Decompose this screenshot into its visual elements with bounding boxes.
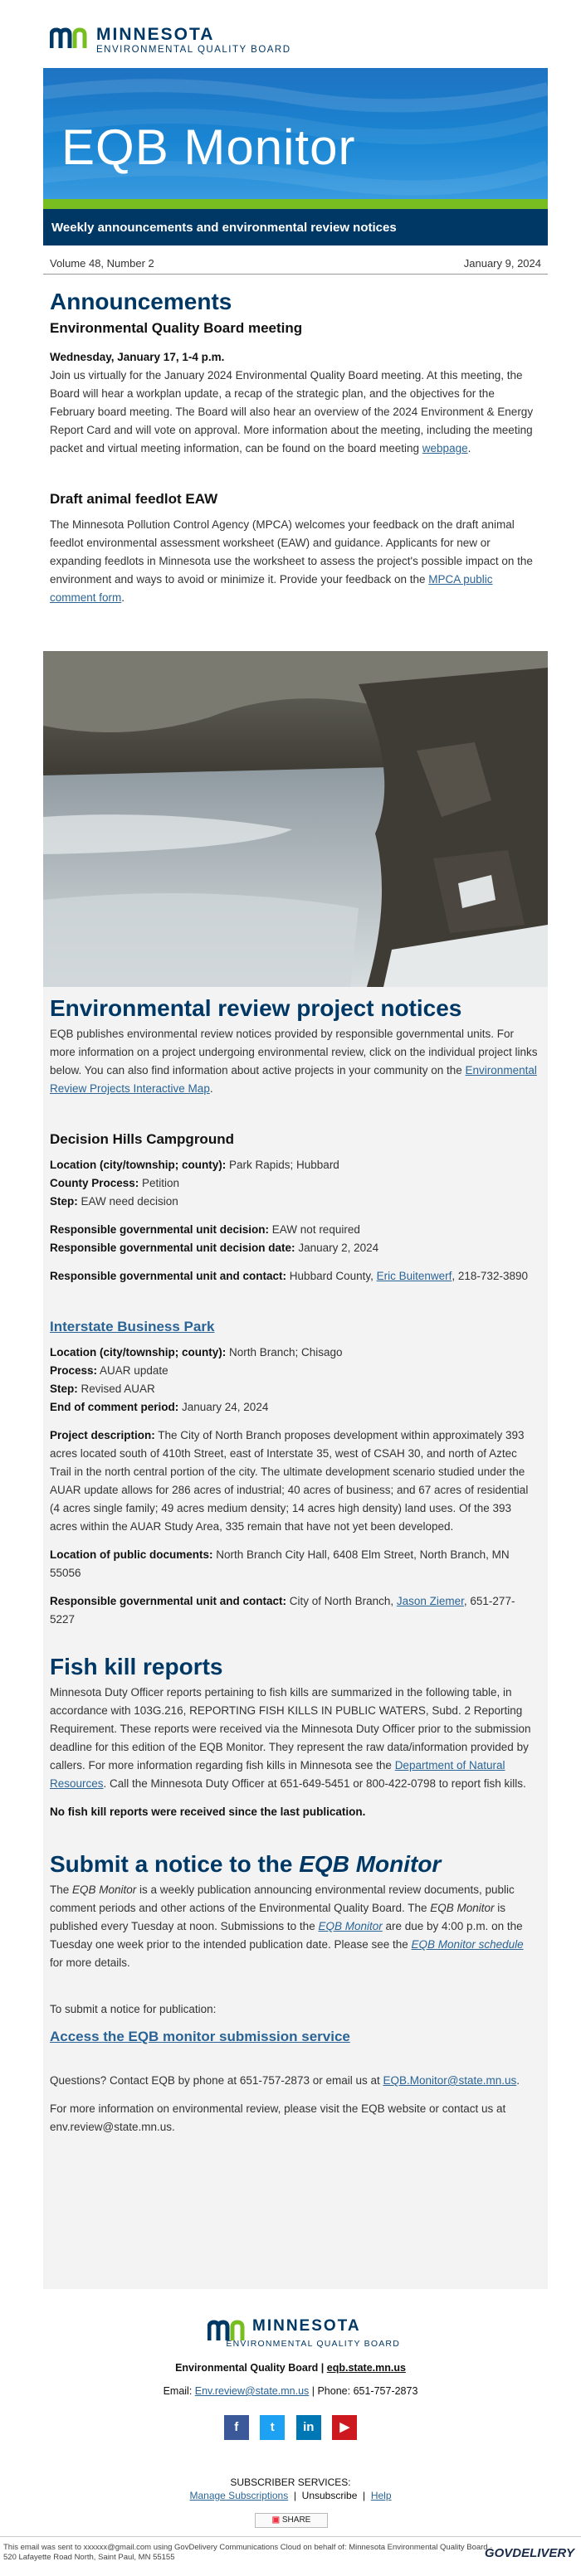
project-decision-date: Responsible governmental unit decision date: January 2, 2024 xyxy=(50,1242,379,1254)
project-title-decision-hills: Decision Hills Campground xyxy=(50,1131,234,1147)
project-step: Step: Revised AUAR xyxy=(50,1383,155,1395)
dnr-link[interactable]: Department of Natural Resources xyxy=(50,1759,505,1790)
footer-divider xyxy=(0,2536,581,2537)
announcements-section xyxy=(50,289,540,607)
fish-kill-heading: Fish kill reports xyxy=(50,1654,223,1679)
more-info-text: For more information on environmental review, please visit the EQB website or contact us at env.review@state.mn.us. xyxy=(50,2102,506,2133)
env-review-section xyxy=(50,995,540,2136)
mpca-comment-form-link[interactable]: MPCA public comment form xyxy=(50,573,493,604)
footer-logo-line1: MINNESOTA xyxy=(252,2317,361,2335)
footer-logo[interactable] xyxy=(208,2314,400,2354)
facebook-icon[interactable]: f xyxy=(224,2415,249,2440)
tagline: Weekly announcements and environmental review notices xyxy=(51,221,397,235)
eqb-logo[interactable] xyxy=(50,22,382,61)
eqb-monitor-email-link[interactable]: EQB.Monitor@state.mn.us xyxy=(383,2074,517,2087)
divider xyxy=(43,274,548,275)
project-process: County Process: Petition xyxy=(50,1177,180,1189)
share-icon: ▣ xyxy=(271,2515,281,2525)
subscriber-services-label: SUBSCRIBER SERVICES: xyxy=(230,2476,351,2488)
logo-line2: ENVIRONMENTAL QUALITY BOARD xyxy=(96,45,291,55)
interactive-map-link[interactable]: Environmental Review Projects Interactive Map xyxy=(50,1064,537,1095)
footer-disclaimer: This email was sent to xxxxxx@gmail.com using GovDelivery Communications Cloud on behalf of: Minnesota Environmental Quality Board · 520 Lafayette Road North, Saint Paul, MN 55155 xyxy=(3,2543,493,2562)
announcements-heading: Announcements xyxy=(50,289,232,314)
govdelivery-logo[interactable]: GOVDELIVERY xyxy=(484,2546,574,2560)
mn-logo-icon xyxy=(50,25,88,53)
contact-link-jason-ziemer[interactable]: Jason Ziemer xyxy=(396,1595,464,1607)
project-location: Location (city/township; county): Park Rapids; Hubbard xyxy=(50,1159,339,1171)
tagline-bar xyxy=(43,209,548,245)
monitor-schedule-link[interactable]: EQB Monitor schedule xyxy=(411,1938,524,1951)
footer-board-line: Environmental Quality Board | eqb.state.mn.us xyxy=(175,2362,406,2374)
linkedin-icon[interactable]: in xyxy=(296,2415,321,2440)
logo-line1: MINNESOTA xyxy=(96,25,215,44)
to-submit-label: To submit a notice for publication: xyxy=(50,2003,217,2015)
hero-banner xyxy=(43,68,548,201)
fish-kill-body: Minnesota Duty Officer reports pertaining to fish kills are summarized in the following table, in accordance with 103G.216, REPORTING FISH KILLS IN PUBLIC WATERS, Subd. 2 Reporting Requirement. These reports were received via the Minnesota Duty Officer prior to the submission deadline for this edition of the EQB Monitor. They represent the raw data/information provided by callers. For more information regarding fish kills in Minnesota see the Department of Natural Resources. Call the Minnesota Duty Officer at 651-649-5451 or 800-422-0798 to report fish kills. xyxy=(50,1686,531,1790)
project-decision: Responsible governmental unit decision: EAW not required xyxy=(50,1223,360,1236)
project-step: Step: EAW need decision xyxy=(50,1195,178,1208)
project-public-documents: Location of public documents: North Branch City Hall, 6408 Elm Street, North Branch, MN 55056 xyxy=(50,1548,510,1579)
frozen-river-image xyxy=(43,651,548,987)
green-accent-bar xyxy=(43,199,548,209)
youtube-icon[interactable]: ▶ xyxy=(332,2415,357,2440)
eqb-website-link[interactable]: eqb.state.mn.us xyxy=(326,2362,406,2374)
volume-number: Volume 48, Number 2 xyxy=(50,257,154,270)
unsubscribe-link[interactable]: Unsubscribe xyxy=(301,2490,358,2501)
questions-text: Questions? Contact EQB by phone at 651-757-2873 or email us at EQB.Monitor@state.mn.us. xyxy=(50,2074,520,2087)
project-contact: Responsible governmental unit and contact: Hubbard County, Eric Buitenwerf, 218-732-3890 xyxy=(50,1270,528,1282)
project-process: Process: AUAR update xyxy=(50,1364,168,1377)
footer-logo-line2: ENVIRONMENTAL QUALITY BOARD xyxy=(226,2339,400,2349)
help-link[interactable]: Help xyxy=(370,2490,392,2501)
submission-service-link[interactable]: Access the EQB monitor submission service xyxy=(50,2029,350,2044)
manage-subscriptions-link[interactable]: Manage Subscriptions xyxy=(189,2490,289,2501)
hero-title: EQB Monitor xyxy=(61,119,356,175)
feedlot-title: Draft animal feedlot EAW xyxy=(50,491,218,507)
submission-service-heading xyxy=(50,2029,540,2045)
project-title-interstate-business-park xyxy=(50,1319,540,1335)
eqb-meeting-title: Environmental Quality Board meeting xyxy=(50,320,303,336)
env-review-email-link[interactable]: Env.review@state.mn.us xyxy=(194,2385,310,2397)
eqb-monitor-link[interactable]: EQB Monitor xyxy=(318,1920,383,1932)
project-comment-end: End of comment period: January 24, 2024 xyxy=(50,1401,269,1413)
submit-description: The EQB Monitor is a weekly publication announcing environmental review documents, public comment periods and other actions of the Environmental Quality Board. The EQB Monitor is published every Tuesday at noon. Submissions to the EQB Monitor are due by 4:00 p.m. on the Tuesday one week prior to the intended publication date. Please see the EQB Monitor schedule for more details. xyxy=(50,1883,524,1969)
project-contact: Responsible governmental unit and contact: City of North Branch, Jason Ziemer, 651-277-5227 xyxy=(50,1595,515,1626)
board-meeting-webpage-link[interactable]: webpage xyxy=(422,442,468,454)
river-photo xyxy=(43,651,548,987)
subscriber-links: Manage Subscriptions | Unsubscribe | Help xyxy=(189,2490,392,2501)
share-button[interactable]: ▣ SHARE xyxy=(255,2513,328,2528)
submit-heading: Submit a notice to the EQB Monitor xyxy=(50,1851,442,1877)
contact-link-eric-buitenwerf[interactable]: Eric Buitenwerf xyxy=(376,1270,452,1282)
feedlot-body: The Minnesota Pollution Control Agency (MPCA) welcomes your feedback on the draft animal feedlot environmental assessment worksheet (EAW) and guidance. Applicants for new or expanding feedlots in Minnesota use the worksheet to assess the project's possible impact on the environment and ways to avoid or minimize it. Provide your feedback on the MPCA public comment form. xyxy=(50,518,533,604)
project-description: Project description: The City of North Branch proposes development within approximately 393 acres located south of 410th Street, east of Interstate 35, west of CSAH 30, and north of Aztec Trail in the north central portion of the city. The ultimate development scenario studied under the AUAR update allows for 286 acres of industrial; 40 acres of business; and 67 acres of residential (4 acres single family; 49 acres medium density; 14 acres high density) land uses. Of the 393 acres within the AUAR Study Area, 335 remain that have not yet been developed. xyxy=(50,1429,529,1533)
social-icons xyxy=(0,2415,581,2440)
twitter-icon[interactable]: t xyxy=(260,2415,285,2440)
eqb-meeting-body: Join us virtually for the January 2024 Environmental Quality Board meeting. At this meeting, the Board will hear a workplan update, a recap of the strategic plan, and the objectives for the February board meeting. The Board will also hear an overview of the 2024 Environment & Energy Report Card and will vote on approval. More information about the meeting, including the meeting packet and virtual meeting information, can be found on the board meeting webpage. xyxy=(50,369,534,454)
fish-kill-none: No fish kill reports were received since the last publication. xyxy=(50,1806,366,1818)
env-review-heading: Environmental review project notices xyxy=(50,995,462,1021)
issue-date: January 9, 2024 xyxy=(463,257,541,270)
footer-contact-line: Email: Env.review@state.mn.us | Phone: 651-757-2873 xyxy=(163,2385,418,2397)
env-review-intro: EQB publishes environmental review notices provided by responsible governmental units. For more information on a project undergoing environmental review, click on the individual project links below. You can also find information about active projects in your community on the Environmental Review Projects Interactive Map. xyxy=(50,1028,538,1095)
project-location: Location (city/township; county): North Branch; Chisago xyxy=(50,1346,343,1358)
project-link-interstate-business-park[interactable]: Interstate Business Park xyxy=(50,1319,215,1334)
eqb-meeting-time: Wednesday, January 17, 1-4 p.m. xyxy=(50,351,225,363)
